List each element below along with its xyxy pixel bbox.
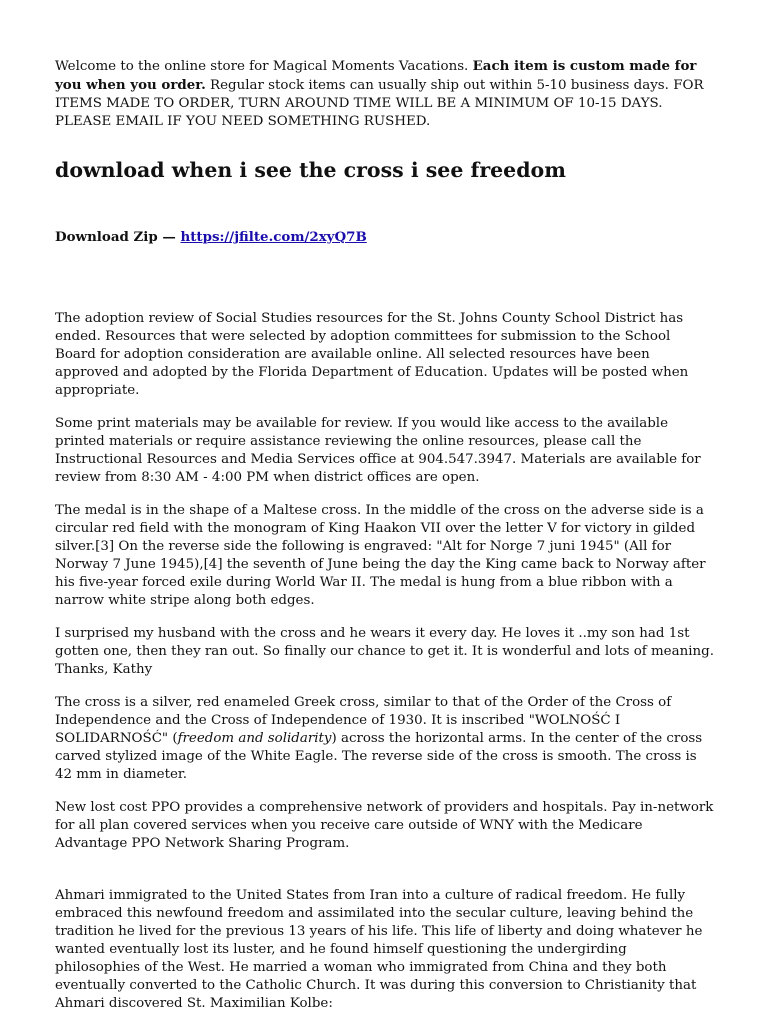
store-intro-paragraph: [55, 57, 715, 131]
paragraph-ppo-network: New lost cost PPO provides a comprehensive network of providers and hospitals. Pay in-network for all plan covered services when you receive care outside of WNY with the Medicare Advantage PPO Network Sharing Program.: [55, 800, 714, 851]
cross-text-a: The cross is a silver, red enameled Greek cross, similar to that of the Order of the Cross of Independence and the Cross of Independence of 1930. It is inscribed "WOLNOŚĆ I SOLIDARNOŚĆ" (: [55, 695, 672, 746]
paragraph-ahmari: Ahmari immigrated to the United States from Iran into a culture of radical freedom. He fully embraced this newfound freedom and assimilated into the secular culture, leaving behind the tradition he lived for the previous 13 years of his life. This life of liberty and doing whatever he wanted eventually lost its luster, and he found himself questioning the undergirding philosophies of the West. He married a woman who immigrated from China and they both eventually converted to the Catholic Church. It was during this conversion to Christianity that Ahmari discovered St. Maximilian Kolbe:: [55, 888, 703, 1011]
paragraph-adoption-review: The adoption review of Social Studies resources for the St. Johns County School District has ended. Resources that were selected by adoption committees for submission to the School Board for adoption consideration are available online. All selected resources have been approved and adopted by the Florida Department of Education. Updates will be posted when appropriate.: [55, 311, 689, 398]
download-link[interactable]: https://jfilte.com/2xyQ7B: [180, 229, 367, 245]
paragraph-customer-review: I surprised my husband with the cross and he wears it every day. He loves it ..my son had 1st gotten one, then they ran out. So finally our chance to get it. It is wonderful and lots of meaning. Thanks, Kathy: [55, 626, 714, 677]
intro-bold-text: Each item is custom made for you when you order.: [55, 58, 697, 93]
cross-text-b: ) across the horizontal arms. In the center of the cross carved stylized image of the White Eagle. The reverse side of the cross is smooth. The cross is 42 mm in diameter.: [55, 731, 703, 782]
paragraph-print-materials: Some print materials may be available for review. If you would like access to the available printed materials or require assistance reviewing the online resources, please call the Instructional Resources and Media Services office at 904.547.3947. Materials are available for review from 8:30 AM - 4:00 PM when district offices are open.: [55, 416, 701, 485]
intro-rest-text: Regular stock items can usually ship out within 5-10 business days. FOR ITEMS MADE TO ORDER, TURN AROUND TIME WILL BE A MINIMUM OF 10-15 DAYS. PLEASE EMAIL IF YOU NEED SOMETHING RUSHED.: [55, 78, 704, 129]
download-line: [55, 228, 715, 246]
paragraph-medal-description: The medal is in the shape of a Maltese cross. In the middle of the cross on the adverse side is a circular red field with the monogram of King Haakon VII over the letter V for victory in gilded silver.[3] On the reverse side the following is engraved: "Alt for Norge 7 juni 1945" (All for Norway 7 June 1945),[4] the seventh of June being the day the King came back to Norway after his five-year forced exile during World War II. The medal is hung from a blue ribbon with a narrow white stripe along both edges.: [55, 503, 706, 608]
download-label: Download Zip —: [55, 229, 181, 245]
cross-text-italic: freedom and solidarity: [177, 731, 332, 746]
paragraph-cross-description: [55, 694, 715, 784]
page-title: download when i see the cross i see freedom: [55, 158, 566, 182]
intro-lead-text: Welcome to the online store for Magical Moments Vacations.: [55, 59, 473, 74]
